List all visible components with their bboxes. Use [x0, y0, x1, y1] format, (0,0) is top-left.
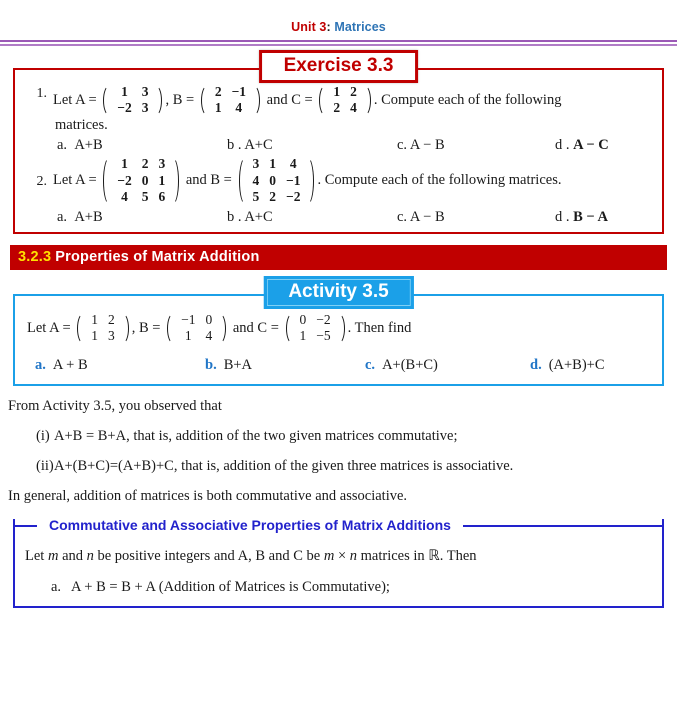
observation-item-ii	[8, 458, 669, 475]
header-divider	[0, 40, 677, 46]
option-label: d .	[555, 208, 570, 225]
activity-matrix-c	[284, 312, 347, 345]
activity-mid-2: and C =	[229, 319, 283, 336]
matrix-cell: −1	[231, 84, 247, 99]
paren-right	[338, 312, 347, 345]
option-expression: B+A	[223, 356, 253, 373]
border-segment-left	[15, 525, 37, 527]
properties-box-top-border	[13, 516, 664, 533]
matrix-cell: 4	[350, 100, 357, 116]
option-label: d.	[530, 356, 542, 373]
var-n: n	[86, 548, 94, 565]
matrix-cell: −2	[117, 100, 132, 116]
paren-left	[317, 84, 326, 117]
matrix-cell: −2	[316, 311, 331, 327]
paren-left	[199, 84, 208, 117]
question-2-options	[25, 206, 652, 226]
question-1-options	[25, 134, 652, 154]
properties-box	[13, 516, 664, 608]
matrix-cell: 3	[141, 84, 149, 99]
var-m: m	[47, 548, 59, 565]
section-heading-bar	[10, 245, 667, 270]
matrix-cell: 1	[91, 311, 98, 327]
lead-part-3: be positive integers and A, B and C be	[93, 548, 324, 565]
property-item-a	[25, 579, 652, 596]
matrix-cell: 2	[108, 311, 115, 327]
properties-body	[13, 532, 664, 608]
q1-tail: . Compute each of the following	[373, 91, 562, 108]
matrix-cell: −5	[316, 328, 331, 344]
paren-right	[172, 156, 181, 205]
q1-continuation: matrices.	[55, 116, 108, 133]
option-label: c.	[397, 137, 408, 154]
lead-part-2: and	[58, 548, 87, 565]
activity-options	[27, 345, 650, 374]
paren-left	[284, 312, 293, 345]
matrix-cell: 2	[141, 156, 149, 172]
paren-right	[253, 84, 262, 117]
matrix-cell: 1	[121, 84, 128, 99]
observation-intro: From Activity 3.5, you observed that	[8, 397, 222, 414]
option-b	[227, 209, 397, 226]
observation-summary: In general, addition of matrices is both commutative and associative.	[8, 487, 408, 504]
option-a	[25, 209, 227, 226]
matrix-cell: 0	[141, 172, 149, 188]
q2-mid-1: and B =	[182, 172, 236, 189]
option-expression: A+B	[74, 208, 103, 225]
running-head	[0, 0, 677, 34]
activity-mid-1: , B =	[131, 319, 165, 336]
activity-box	[13, 280, 664, 386]
activity-tail: . Then find	[347, 319, 412, 336]
option-label: b .	[227, 208, 242, 225]
activity-lead: Let A =	[27, 319, 75, 336]
property-marker: a.	[51, 579, 62, 596]
matrix-cell: 4	[121, 189, 128, 205]
option-c	[397, 137, 555, 154]
exercise-badge: Exercise 3.3	[259, 50, 419, 83]
property-text: A + B = B + A (Addition of Matrices is Commutative);	[71, 579, 390, 596]
matrix-cell: 0	[205, 311, 213, 327]
matrix-cell: 1	[121, 156, 128, 172]
matrix-cell: 1	[158, 172, 166, 188]
option-expression: A − B	[409, 208, 445, 225]
matrix-cell: 2	[333, 100, 341, 116]
q2-matrix-a	[101, 156, 181, 205]
matrix-cell: 1	[184, 328, 192, 344]
option-b	[227, 137, 397, 154]
observation-text: A+B = B+A, that is, addition of the two given matrices commutative;	[54, 428, 458, 445]
q1-mid-2: and C =	[263, 91, 317, 108]
matrix-cell: 4	[289, 156, 297, 172]
paren-left	[75, 312, 84, 345]
matrix-cell: 3	[252, 156, 260, 172]
q2-lead: Let A =	[53, 172, 101, 189]
option-label: b.	[205, 356, 217, 373]
option-label: a.	[35, 356, 46, 373]
paren-left	[237, 156, 246, 205]
corner-right	[662, 519, 664, 532]
option-expression: A − C	[573, 137, 609, 154]
observation-text: A+(B+C)=(A+B)+C, that is, addition of the given three matrices is associative.	[54, 458, 514, 475]
option-label: c.	[365, 356, 376, 373]
paren-right	[364, 84, 373, 117]
exercise-question-2	[25, 156, 652, 205]
matrix-cell: 2	[214, 84, 222, 99]
matrix-cell: 5	[252, 189, 260, 205]
option-label: b .	[227, 137, 242, 154]
matrix-cell: 1	[333, 84, 341, 99]
matrix-cell: 2	[350, 84, 357, 99]
matrix-cell: 0	[299, 311, 307, 327]
question-number: 2.	[36, 174, 47, 190]
option-label: d .	[555, 137, 570, 154]
q1-mid-1: , B =	[165, 91, 198, 108]
paren-left	[101, 156, 110, 205]
matrix-cell: 1	[91, 328, 98, 344]
lead-part-4: matrices in ℝ. Then	[357, 548, 477, 565]
matrix-cell: 3	[141, 100, 149, 116]
option-label: a.	[57, 208, 68, 225]
times-symbol: ×	[334, 548, 350, 565]
observation-marker: (i)	[36, 428, 50, 445]
q1-lead: Let A =	[53, 91, 101, 108]
section-number: 3.2.3	[18, 248, 52, 265]
option-d	[555, 209, 675, 226]
option-expression: A+C	[244, 137, 273, 154]
running-head-colon: :	[326, 20, 331, 34]
exercise-box	[13, 55, 664, 234]
paren-right	[122, 312, 131, 345]
matrix-cell: −1	[181, 311, 196, 327]
option-expression: A − B	[409, 137, 445, 154]
section-title: Properties of Matrix Addition	[55, 248, 260, 265]
activity-matrix-a	[75, 312, 131, 345]
option-expression: A+B	[74, 137, 103, 154]
page-header	[0, 0, 677, 46]
header-divider-line-2	[0, 44, 677, 46]
matrix-cell: 4	[235, 100, 243, 116]
paren-right	[307, 156, 316, 205]
option-expression: A+C	[244, 208, 273, 225]
q1-matrix-a	[101, 84, 164, 117]
observation-section	[8, 398, 669, 506]
properties-lead	[25, 548, 652, 565]
option-d	[555, 137, 675, 154]
lead-part-1: Let	[25, 548, 48, 565]
running-head-subject: Matrices	[330, 20, 386, 34]
matrix-cell: 3	[158, 156, 166, 172]
matrix-cell: 4	[252, 172, 260, 188]
paren-left	[165, 312, 174, 345]
paren-left	[101, 84, 110, 117]
properties-title: Commutative and Associative Properties of Matrix Additions	[49, 516, 451, 533]
option-c	[397, 209, 555, 226]
matrix-cell: 3	[108, 328, 115, 344]
q1-matrix-c	[317, 84, 373, 117]
matrix-cell: 1	[269, 156, 276, 172]
matrix-cell: 6	[158, 189, 166, 205]
activity-option-d	[530, 357, 650, 374]
observation-marker: (ii)	[36, 458, 54, 475]
matrix-cell: 4	[205, 328, 213, 344]
paren-right	[219, 312, 228, 345]
activity-matrix-b	[165, 312, 228, 345]
matrix-cell: −2	[286, 189, 301, 205]
activity-badge: Activity 3.5	[263, 276, 413, 309]
question-1-statement	[53, 84, 652, 117]
running-head-unit: Unit 3	[291, 20, 327, 34]
option-label: a.	[57, 137, 68, 154]
activity-option-c	[365, 357, 530, 374]
var-n2: n	[349, 548, 357, 565]
matrix-cell: 0	[269, 172, 276, 188]
option-expression: (A+B)+C	[548, 356, 605, 373]
option-expression: B − A	[573, 208, 608, 225]
activity-statement	[27, 312, 650, 345]
matrix-cell: −2	[117, 172, 132, 188]
q2-tail: . Compute each of the following matrices.	[317, 172, 562, 189]
q1-matrix-b	[199, 84, 262, 117]
matrix-cell: 2	[269, 189, 276, 205]
matrix-cell: −1	[286, 172, 301, 188]
border-segment-right	[463, 525, 662, 527]
observation-item-i	[8, 428, 669, 445]
matrix-cell: 1	[299, 328, 307, 344]
question-number: 1.	[36, 86, 47, 101]
option-expression: A + B	[52, 356, 88, 373]
question-2-statement	[53, 156, 652, 205]
q2-matrix-b	[237, 156, 317, 205]
exercise-body	[13, 68, 664, 234]
matrix-cell: 1	[214, 100, 222, 116]
header-divider-line-1	[0, 40, 677, 42]
exercise-question-1	[25, 84, 652, 134]
option-label: c.	[397, 208, 408, 225]
activity-option-b	[205, 357, 365, 374]
option-a	[25, 137, 227, 154]
option-expression: A+(B+C)	[382, 356, 438, 373]
activity-option-a	[27, 357, 205, 374]
matrix-cell: 5	[141, 189, 149, 205]
var-m2: m	[323, 548, 335, 565]
paren-right	[155, 84, 164, 117]
